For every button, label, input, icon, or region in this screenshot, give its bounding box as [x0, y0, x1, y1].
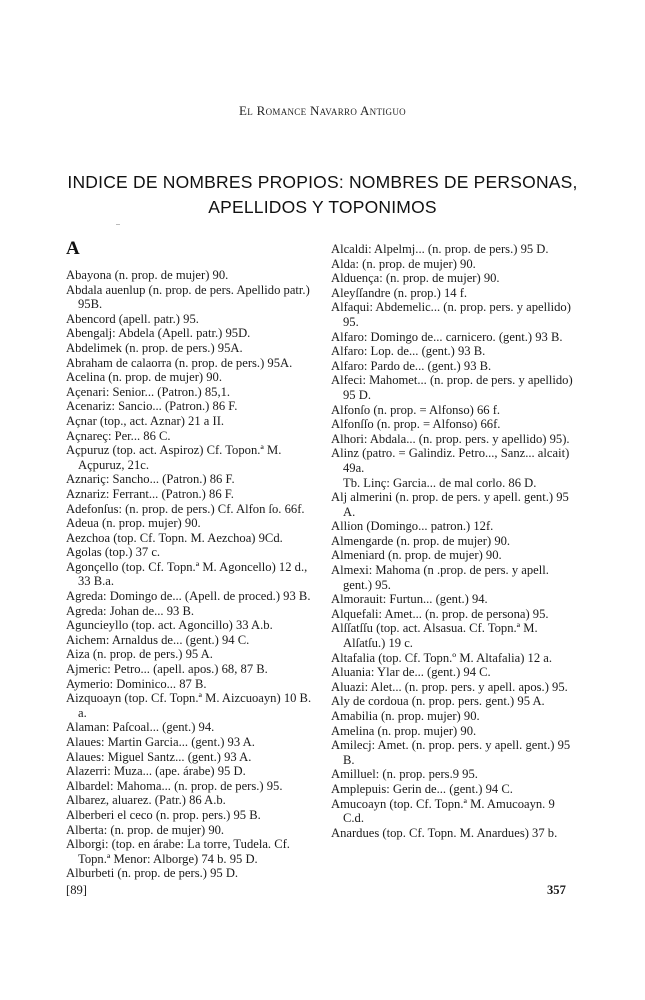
index-entry: Aly de cordoua (n. prop. pers. gent.) 95 A. [331, 694, 545, 709]
index-entry: Alfaro: Pardo de... (gent.) 93 B. [331, 358, 492, 373]
index-entry: Tb. Linç: Garcia... de mal corlo. 86 D. [343, 475, 537, 490]
index-entry: Alhori: Abdala... (n. prop. pers. y apellido) 95). [331, 431, 570, 446]
index-entry: Alaman: Paſcoal... (gent.) 94. [66, 720, 215, 735]
index-entry: Aizquoayn (top. Cf. Topn.ª M. Aizcuoayn) 10 B. a. [66, 691, 312, 720]
stray-mark [116, 224, 120, 225]
page-number: 357 [547, 883, 566, 897]
index-entry: Alazerri: Muza... (ape. árabe) 95 D. [66, 764, 246, 779]
index-entry: Agolas (top.) 37 c. [66, 545, 161, 560]
index-entry: Alborgi: (top. en árabe: La torre, Tudela. Cf. Topn.ª Menor: Alborge) 74 b. 95 D. [66, 837, 290, 866]
index-entry: Aznariz: Ferrant... (Patron.) 86 F. [66, 486, 234, 501]
index-title-line-2: APELLIDOS Y TOPONIMOS [208, 197, 437, 217]
index-title [60, 170, 585, 220]
index-entry: Alaues: Miguel Santz... (gent.) 93 A. [66, 749, 252, 764]
index-entry: Agreda: Johan de... 93 B. [66, 603, 195, 618]
index-entry: Aguncieyllo (top. act. Agoncillo) 33 A.b. [66, 618, 273, 633]
index-entry: Adefonſus: (n. prop. de pers.) Cf. Alfon ſo. 66f. [66, 501, 305, 516]
index-entry: Alaues: Martin Garcia... (gent.) 93 A. [66, 735, 255, 749]
index-entry: Alcaldi: Alpelmj... (n. prop. de pers.) 95 D. [331, 242, 549, 256]
index-entry: Alfaqui: Abdemelic... (n. prop. pers. y apellido) 95. [331, 300, 571, 329]
index-entry: Aleyſſandre (n. prop.) 14 f. [331, 285, 468, 300]
index-entry: Alfaro: Domingo de... carnicero. (gent.) 93 B. [331, 329, 563, 344]
index-entry: Aznariç: Sancho... (Patron.) 86 F. [66, 472, 235, 487]
index-entry: Amucoayn (top. Cf. Topn.ª M. Amucoayn. 9 C.d. [331, 796, 555, 826]
running-head: El Romance Navarro Antiguo [239, 103, 406, 118]
index-entry: Abencord (apell. patr.) 95. [66, 311, 199, 326]
footer-bracket-number: [89] [66, 883, 87, 897]
index-entry: Alduença: (n. prop. de mujer) 90. [331, 271, 500, 286]
index-entry: Açnar (top., act. Aznar) 21 a II. [66, 413, 225, 428]
index-entry: Almeniard (n. prop. de mujer) 90. [331, 548, 502, 563]
index-entry: Aiza (n. prop. de pers.) 95 A. [66, 647, 213, 662]
index-entry: Alfeci: Mahomet... (n. prop. de pers. y apellido) 95 D. [331, 373, 573, 402]
index-entry: Almexi: Mahoma (n .prop. de pers. y apell. gent.) 95. [331, 563, 549, 592]
index-entry: Alquefali: Amet... (n. prop. de persona) 95. [331, 606, 549, 621]
index-entry: Altafalia (top. Cf. Topn.º M. Altafalia) 12 a. [331, 650, 553, 665]
index-entry: Alberberi el ceco (n. prop. pers.) 95 B. [66, 807, 261, 822]
index-entry: Abdelimek (n. prop. de pers.) 95A. [66, 340, 243, 355]
index-entry: Amilecj: Amet. (n. prop. pers. y apell. gent.) 95 B. [331, 738, 571, 767]
index-entry: Aluania: Ylar de... (gent.) 94 C. [331, 665, 491, 680]
index-entry: Albardel: Mahoma... (n. prop. de pers.) 95. [66, 778, 283, 793]
index-entry: Aymerio: Dominico... 87 B. [66, 676, 207, 691]
index-entry: Amplepuis: Gerin de... (gent.) 94 C. [331, 781, 513, 796]
index-entry: Alberta: (n. prop. de mujer) 90. [66, 822, 225, 837]
index-entry: Abraham de calaorra (n. prop. de pers.) 95A. [66, 355, 293, 370]
left-column [66, 268, 322, 881]
index-entry: Allion (Domingo... patron.) 12f. [331, 519, 494, 534]
index-entry: Alſſatſſu (top. act. Alsasua. Cf. Topn.ª M. Alſatſu.) 19 c. [331, 621, 538, 651]
index-entry: Adeua (n. prop. mujer) 90. [66, 516, 201, 531]
index-entry: Anardues (top. Cf. Topn. M. Anardues) 37 b. [331, 825, 558, 840]
index-title-line-1: INDICE DE NOMBRES PROPIOS: NOMBRES DE PERSONAS, [67, 172, 578, 192]
index-entry: Acelina (n. prop. de mujer) 90. [66, 370, 222, 385]
section-letter: A [66, 238, 80, 259]
index-entry: Alfaro: Lop. de... (gent.) 93 B. [331, 344, 486, 359]
index-entry: Ajmeric: Petro... (apell. apos.) 68, 87 B. [66, 662, 268, 677]
index-entry: Abdala auenlup (n. prop. de pers. Apellido patr.) 95B. [66, 282, 310, 312]
index-entry: Agreda: Domingo de... (Apell. de proced.) 93 B. [66, 589, 311, 604]
index-entry: Albarez, aluarez. (Patr.) 86 A.b. [66, 793, 226, 808]
index-entry: Amelina (n. prop. mujer) 90. [331, 723, 477, 738]
index-entry: Açenari: Senior... (Patron.) 85,1. [66, 384, 231, 399]
index-entry: Acenariz: Sancio... (Patron.) 86 F. [66, 399, 238, 414]
index-entry: Alburbeti (n. prop. de pers.) 95 D. [66, 866, 239, 881]
index-entry: Almorauit: Furtun... (gent.) 94. [331, 592, 488, 607]
index-entry: Açpuruz (top. act. Aspiroz) Cf. Topon.ª M. Açpuruz, 21c. [66, 443, 282, 472]
index-entry: Aluazi: Alet... (n. prop. pers. y apell. apos.) 95. [331, 679, 568, 694]
right-column [331, 242, 577, 840]
index-entry: Amilluel: (n. prop. pers.9 95. [331, 767, 478, 782]
index-entry: Almengarde (n. prop. de mujer) 90. [331, 533, 511, 548]
index-entry: Açnareç: Per... 86 C. [66, 428, 171, 443]
index-entry: Abayona (n. prop. de mujer) 90. [66, 268, 229, 282]
index-entry: Alj almerini (n. prop. de pers. y apell. gent.) 95 A. [331, 490, 569, 519]
index-entry: Alinz (patro. = Galindiz. Petro..., Sanz... alcait) 49a. [331, 446, 570, 475]
index-entry: Abengalj: Abdela (Apell. patr.) 95D. [66, 326, 251, 341]
index-entry: Alfonſo (n. prop. = Alfonso) 66 f. [331, 402, 501, 417]
index-entry: Alda: (n. prop. de mujer) 90. [331, 256, 476, 271]
index-entry: Agonçello (top. Cf. Topn.ª M. Agoncello) 12 d., 33 B.a. [66, 559, 308, 589]
index-entry: Aezchoa (top. Cf. Topn. M. Aezchoa) 9Cd. [66, 530, 283, 545]
index-entry: Alfonſſo (n. prop. = Alfonso) 66f. [331, 417, 501, 432]
index-entry: Amabilia (n. prop. mujer) 90. [331, 709, 480, 723]
index-entry: Aichem: Arnaldus de... (gent.) 94 C. [66, 632, 250, 647]
